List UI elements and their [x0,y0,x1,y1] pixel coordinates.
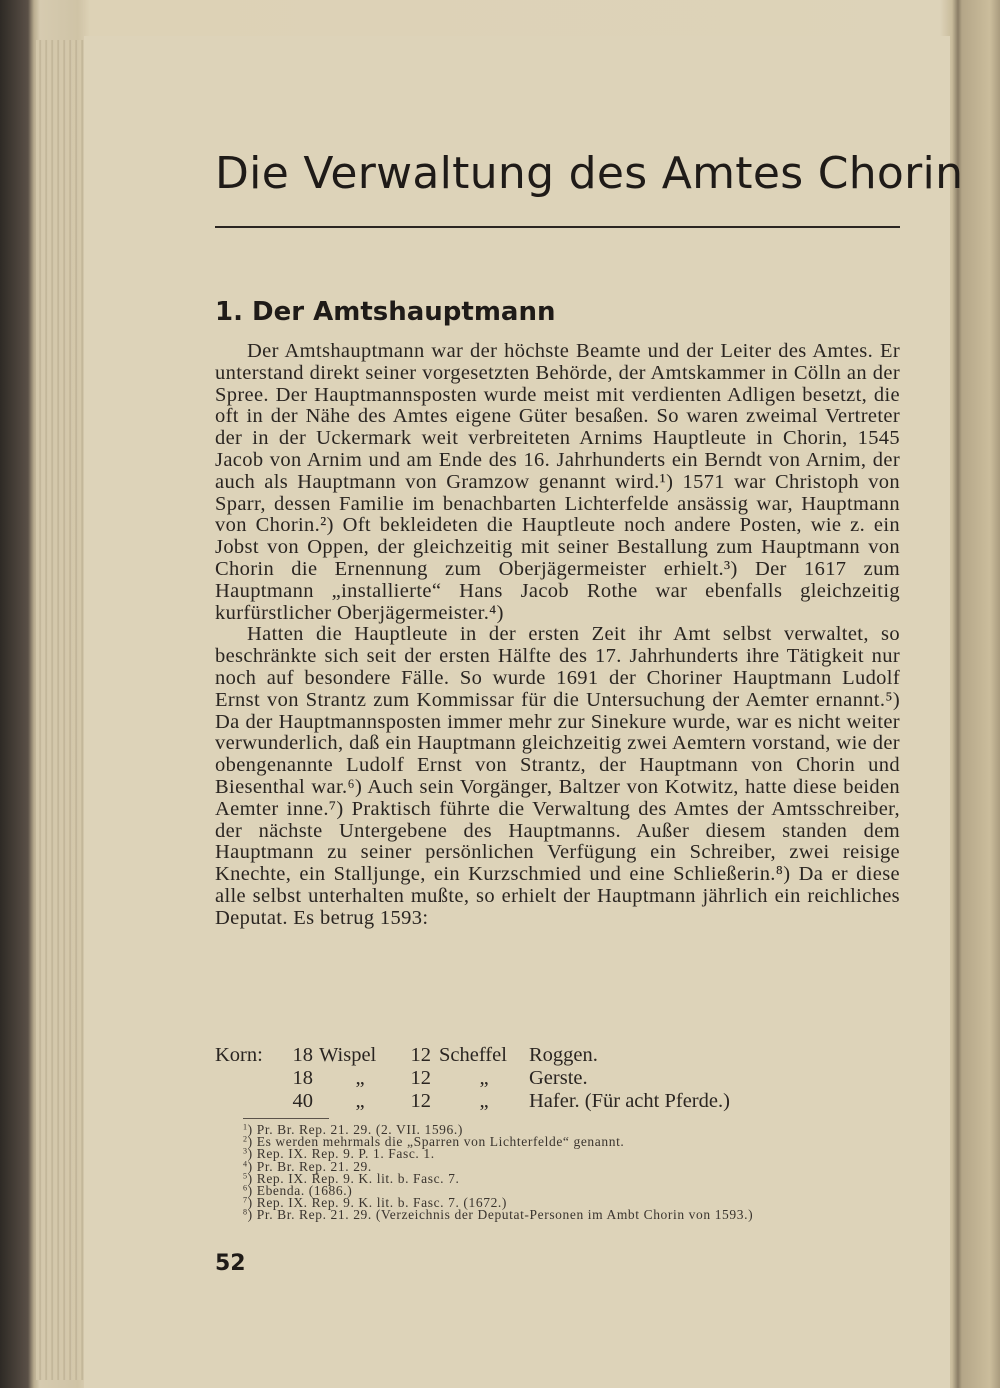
deputat-label [215,1067,283,1090]
footnote-mark: 6 [243,1183,248,1193]
page-title: Die Verwaltung des Amtes Chorin [215,148,964,199]
footnote-text: Rep. IX. Rep. 9. K. lit. b. Fasc. 7. [256,1170,460,1186]
footnote: $^7$) Rep. IX. Rep. 9. K. lit. b. Fasc. 7. (1672.) [243,1195,507,1211]
deputat-qty: 12 [410,1067,431,1089]
footnote-mark: 5 [243,1171,248,1181]
deputat-measure: „ [479,1090,489,1112]
paragraph: Der Amtshauptmann war der höchste Beamte und der Leiter des Amtes. Er unterstand direkt seiner vorgesetzten Behörde, der Amtskammer in Cölln an der Spree. Der Hauptmannsposten wurde meist mit verdienten Adligen besetzt, die oft in der Nähe des Amtes eigene Güter besaßen. So waren zweimal Vertreter der in der Uckermark weit verbreiteten Arnims Hauptleute in Chorin, 1545 Jacob von Arnim und am Ende des 16. Jahrhunderts ein Berndt von Arnim, der auch als Hauptmann von Gramzow genannt wird.¹) 1571 war Christoph von Sparr, dessen Familie im benachbarten Lichterfelde ansässig war, Hauptmann von Chorin.²) Oft bekleideten die Hauptleute noch andere Posten, wie z. ein Jobst von Oppen, der gleichzeitig mit seiner Bestallung zum Hauptmann von Chorin die Ernennung zum Oberjägermeister erhielt.³) Der 1617 zum Hauptmann „installierte“ Hans Jacob Rothe war ebenfalls gleichzeitig kurfürstlicher Oberjägermeister.⁴) [215,340,900,624]
deputat-grain: Hafer. (Für acht Pferde.) [529,1090,730,1112]
footnote-text: Pr. Br. Rep. 21. 29. (2. VII. 1596.) [256,1122,463,1137]
footnote-text: Ebenda. (1686.) [256,1183,353,1199]
deputat-qty: 12 [410,1090,431,1112]
footnote-mark: 3 [243,1146,248,1156]
footnote-mark: 7 [243,1195,248,1205]
footnote: $^5$) Rep. IX. Rep. 9. K. lit. b. Fasc. 7. [243,1170,460,1186]
book-page [84,36,964,1388]
footnote-text: Pr. Br. Rep. 21. 29. (Verzeichnis der Deputat-Personen im Ambt Chorin von 1593.) [256,1207,754,1223]
footnote: $^3$) Rep. IX. Rep. 9. P. 1. Fasc. 1. [243,1146,435,1162]
footnote: $^4$) Pr. Br. Rep. 21. 29. [243,1158,372,1174]
section-heading: 1. Der Amtshauptmann [215,297,556,327]
deputat-amount: 40 [292,1090,313,1112]
page-number: 52 [215,1251,246,1276]
footnote-mark: 2 [243,1134,248,1144]
deputat-grain: Roggen. [529,1044,598,1066]
deputat-measure: Scheffel [439,1044,507,1066]
deputat-grain: Gerste. [529,1067,588,1089]
footnote: $^6$) Ebenda. (1686.) [243,1183,353,1199]
footnote-rule [243,1118,329,1119]
page-edges [36,40,84,1380]
deputat-table [215,1044,730,1113]
deputat-amount: 18 [292,1044,313,1066]
body-text [215,341,900,930]
footnote-mark: 4 [243,1159,248,1169]
footnote-text: Rep. IX. Rep. 9. K. lit. b. Fasc. 7. (1672.) [256,1195,507,1211]
deputat-row [215,1067,730,1090]
deputat-row [215,1044,730,1067]
deputat-unit: „ [355,1090,365,1112]
deputat-row [215,1090,730,1113]
deputat-measure: „ [479,1067,489,1089]
footnote: $^1$) Pr. Br. Rep. 21. 29. (2. VII. 1596.) [243,1122,463,1137]
deputat-qty: 12 [410,1044,431,1066]
deputat-amount: 18 [292,1067,313,1089]
deputat-label [215,1090,283,1113]
footnote: $^2$) Es werden mehrmals die „Sparren von Lichterfelde“ genannt. [243,1134,625,1150]
footnote-mark: 1 [243,1122,248,1132]
footnote-mark: 8 [243,1207,248,1217]
footnote-text: Es werden mehrmals die „Sparren von Lichterfelde“ genannt. [256,1134,625,1150]
footnote-text: Pr. Br. Rep. 21. 29. [256,1158,372,1174]
deputat-label: Korn: [215,1044,263,1066]
paragraph: Hatten die Hauptleute in der ersten Zeit ihr Amt selbst verwaltet, so beschränkte sich seit der ersten Hälfte des 17. Jahrhunderts ihre Tätigkeit nur noch auf besondere Fälle. So wurde 1691 der Choriner Hauptmann Ludolf Ernst von Strantz zum Kommissar für die Untersuchung der Aemter ernannt.⁵) Da der Hauptmannsposten immer mehr zur Sinekure wurde, war es nicht weiter verwunderlich, daß ein Hauptmann gleichzeitig zwei Aemtern vorstand, wie der obengenannte Ludolf Ernst von Strantz, der Hauptmann von Chorin und Biesenthal war.⁶) Auch sein Vorgänger, Baltzer von Kotwitz, hatte diese beiden Aemter inne.⁷) Praktisch führte die Verwaltung des Amtes der Amtsschreiber, der nächste Untergebene des Hauptmanns. Außer diesem standen dem Hauptmann zu seiner persönlichen Verfügung ein Schreiber, zwei reisige Knechte, ein Stalljunge, ein Kurzschmied und eine Schließerin.⁸) Da er diese alle selbst unterhalten mußte, so erhielt der Hauptmann jährlich ein reichliches Deputat. Es betrug 1593: [215,623,900,929]
footnotes [243,1124,903,1222]
title-rule [215,226,900,228]
deputat-unit: Wispel [319,1044,377,1066]
deputat-unit: „ [355,1067,365,1089]
footnote: $^8$) Pr. Br. Rep. 21. 29. (Verzeichnis der Deputat-Personen im Ambt Chorin von 1593.) [243,1207,754,1223]
footnote-text: Rep. IX. Rep. 9. P. 1. Fasc. 1. [256,1146,435,1162]
